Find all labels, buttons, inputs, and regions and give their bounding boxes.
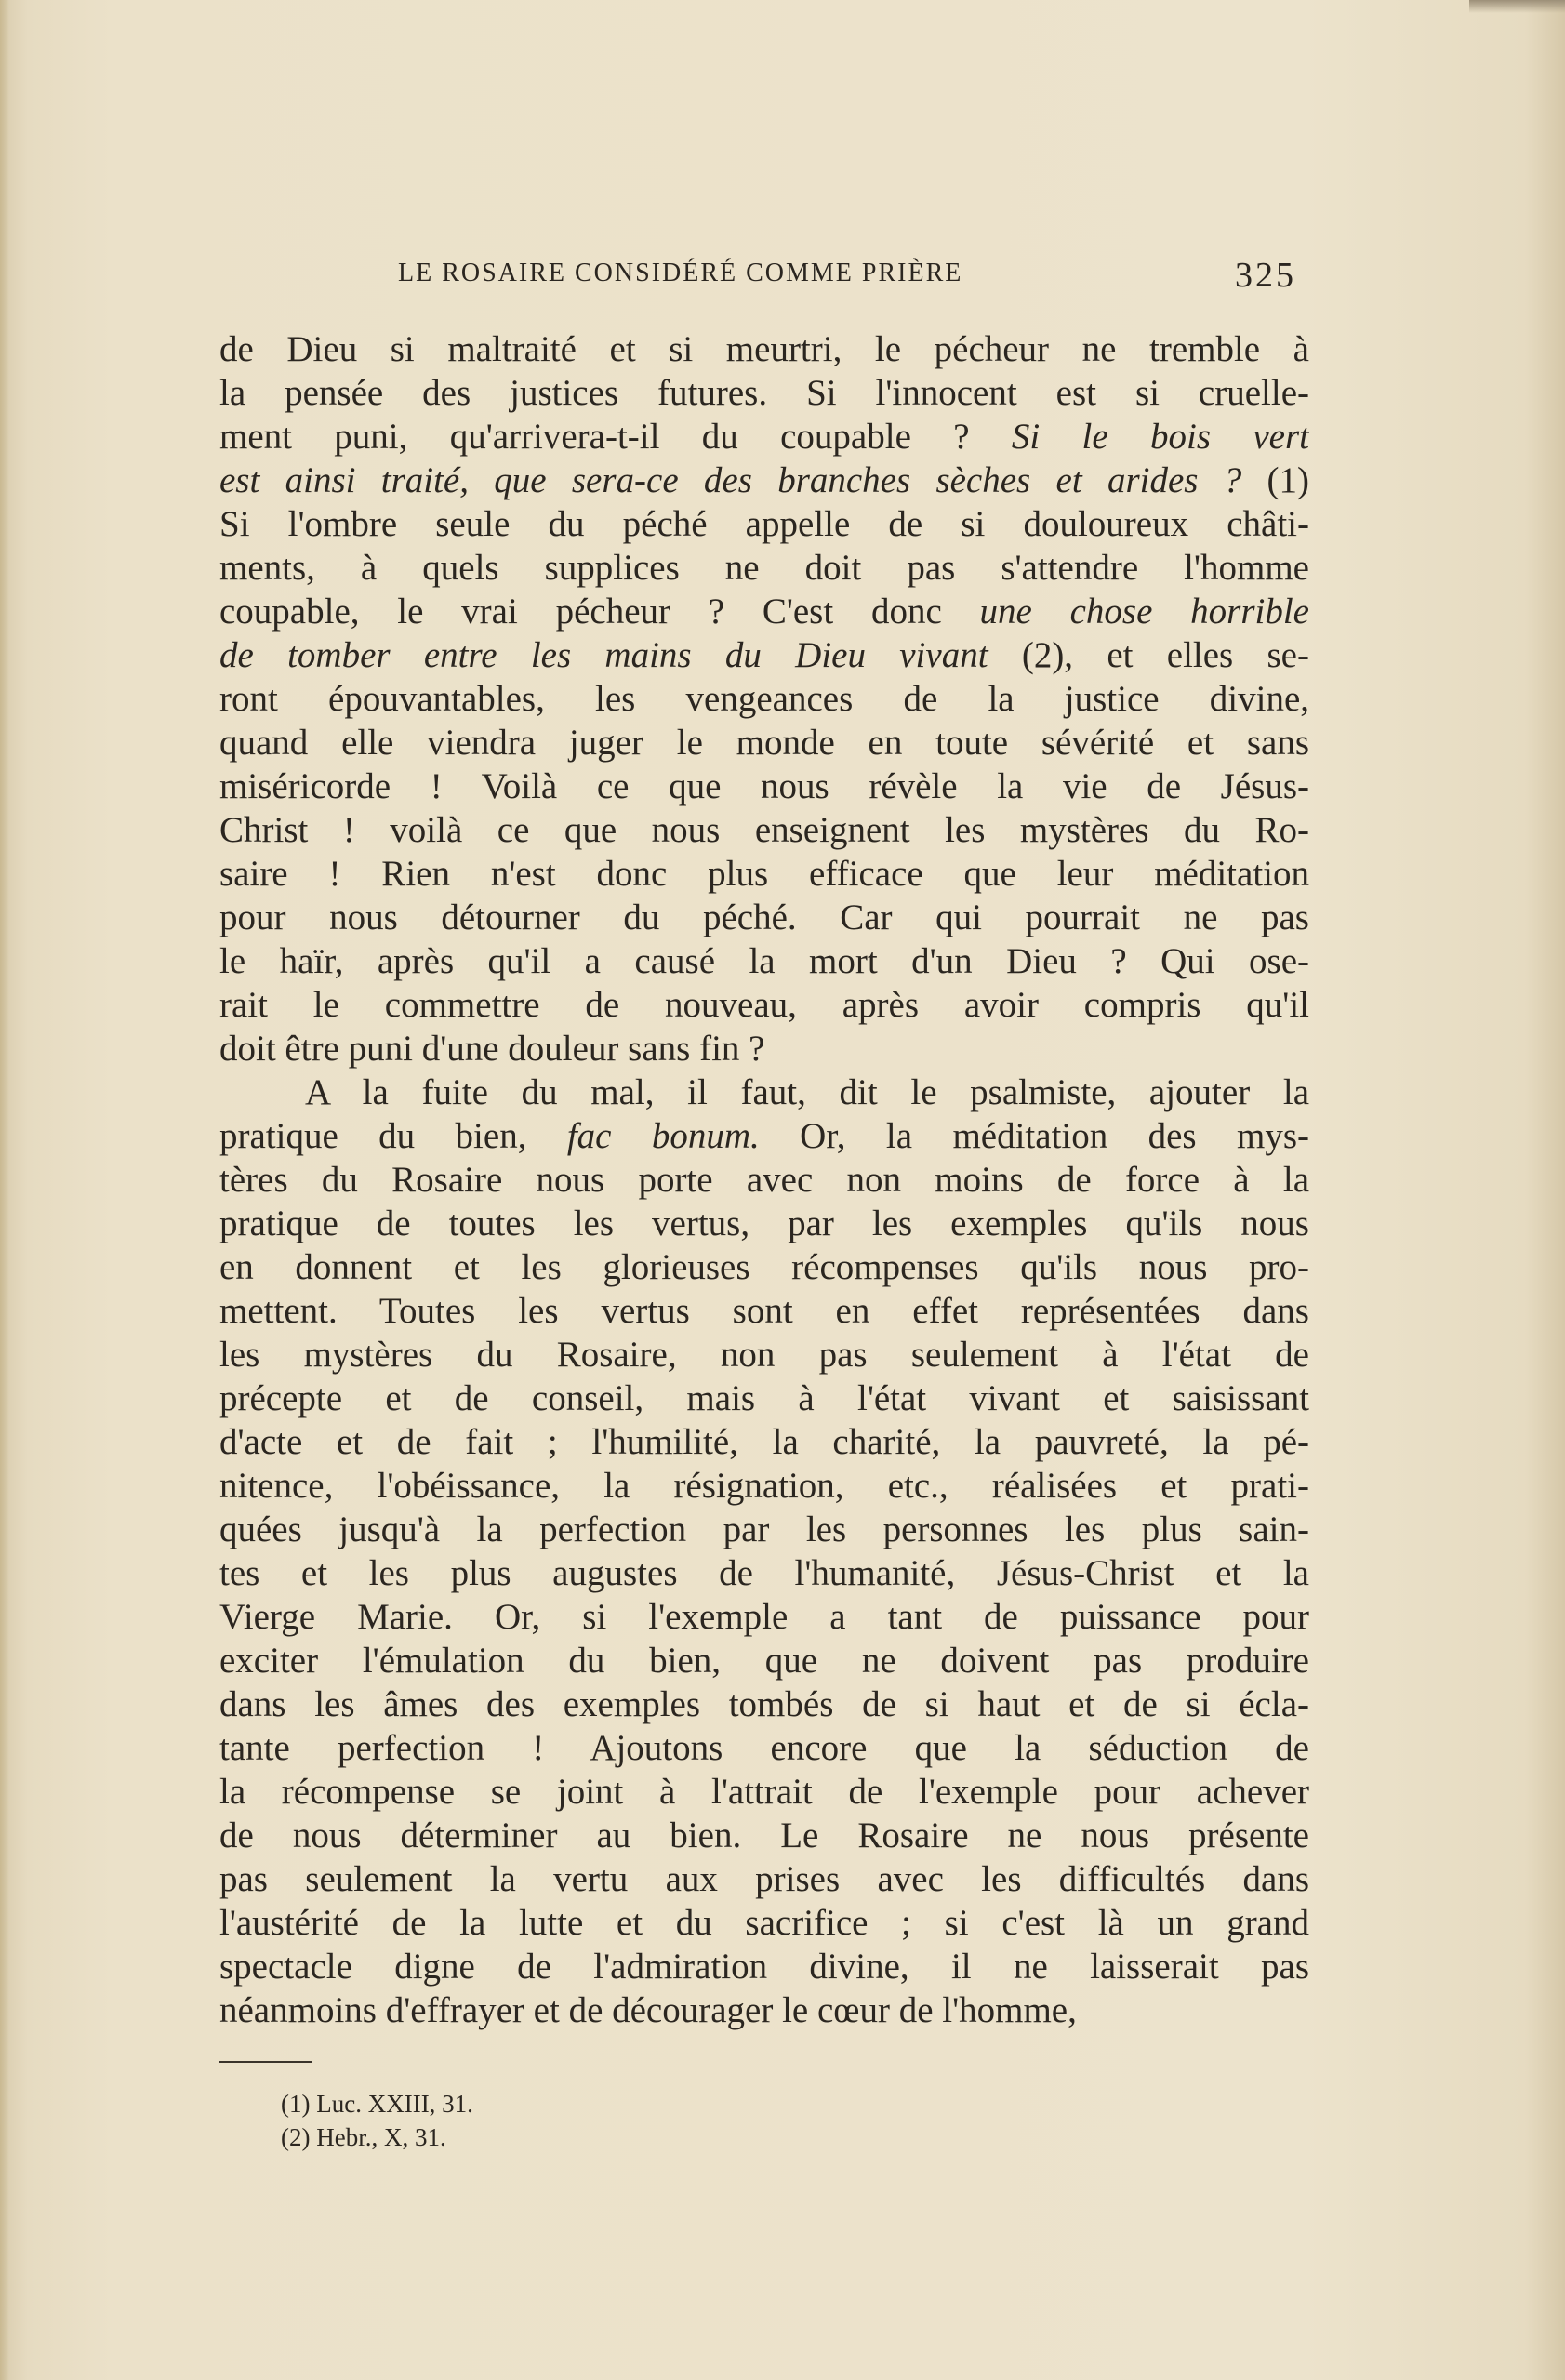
text-run: dans les âmes des exemples tombés de si haut et de si écla- (219, 1684, 1309, 1724)
text-line (219, 1376, 1309, 1420)
footnote-rule (219, 2061, 312, 2063)
text-run: pratique du bien, (219, 1116, 567, 1156)
text-run: quées jusqu'à la perfection par les personnes les plus sain- (219, 1509, 1309, 1549)
text-line (219, 1158, 1309, 1202)
text-line (219, 502, 1309, 546)
text-line (219, 677, 1309, 721)
text-line (219, 1595, 1309, 1639)
text-run: tes et les plus augustes de l'humanité, Jésus-Christ et la (219, 1553, 1309, 1593)
text-line (219, 1202, 1309, 1245)
text-line (219, 1814, 1309, 1857)
text-run: Si l'ombre seule du péché appelle de si douloureux châti- (219, 504, 1309, 544)
text-run: la pensée des justices futures. Si l'innocent est si cruelle- (219, 373, 1309, 413)
text-run: précepte et de conseil, mais à l'état vivant et saisissant (219, 1378, 1309, 1418)
text-line (219, 1333, 1309, 1376)
text-line (219, 852, 1309, 896)
text-run: le haïr, après qu'il a causé la mort d'un Dieu ? Qui ose- (219, 941, 1309, 981)
text-run: pratique de toutes les vertus, par les exemples qu'ils nous (219, 1203, 1309, 1243)
text-run: la récompense se joint à l'attrait de l'exemple pour achever (219, 1772, 1309, 1812)
text-run: quand elle viendra juger le monde en toute sévérité et sans (219, 723, 1309, 763)
italic-text: fac bonum. (566, 1116, 760, 1156)
text-run: d'acte et de fait ; l'humilité, la charité, la pauvreté, la pé- (219, 1422, 1309, 1462)
text-line (219, 765, 1309, 808)
text-run: coupable, le vrai pécheur ? C'est donc (219, 592, 980, 632)
text-line (219, 1027, 1309, 1070)
text-run: mettent. Toutes les vertus sont en effet représentées dans (219, 1291, 1309, 1331)
footnotes (281, 2087, 473, 2154)
italic-text: une chose horrible (979, 592, 1309, 632)
text-line (219, 1682, 1309, 1726)
text-line (219, 1988, 1309, 2032)
page-number: 325 (1235, 256, 1296, 295)
text-line (219, 546, 1309, 590)
text-run: (2), et elles se- (988, 635, 1309, 675)
text-run: ments, à quels supplices ne doit pas s'attendre l'homme (219, 548, 1309, 588)
text-run: les mystères du Rosaire, non pas seulement à l'état de (219, 1335, 1309, 1375)
italic-text: est ainsi traité, que sera-ce des branches sèches et arides ? (219, 460, 1242, 500)
text-line (219, 633, 1309, 677)
text-run: Vierge Marie. Or, si l'exemple a tant de puissance pour (219, 1597, 1309, 1637)
text-run: de nous déterminer au bien. Le Rosaire ne nous présente (219, 1815, 1309, 1855)
text-line (219, 1420, 1309, 1464)
running-head: LE ROSAIRE CONSIDÉRÉ COMME PRIÈRE (398, 259, 963, 287)
text-line (219, 590, 1309, 633)
text-run: spectacle digne de l'admiration divine, il ne laisserait pas (219, 1947, 1309, 1987)
text-run: ment puni, qu'arrivera-t-il du coupable ? (219, 417, 1012, 457)
text-run: exciter l'émulation du bien, que ne doivent pas produire (219, 1641, 1309, 1681)
text-line (219, 459, 1309, 502)
text-line (219, 1114, 1309, 1158)
text-line (219, 1945, 1309, 1988)
text-run: rait le commettre de nouveau, après avoir compris qu'il (219, 985, 1309, 1025)
text-run: tante perfection ! Ajoutons encore que la séduction de (219, 1728, 1309, 1768)
text-line (219, 1901, 1309, 1945)
text-run: doit être puni d'une douleur sans fin ? (219, 1029, 765, 1069)
text-line (219, 1857, 1309, 1901)
text-line (219, 327, 1309, 371)
text-line (219, 371, 1309, 415)
text-line (219, 721, 1309, 765)
text-run: miséricorde ! Voilà ce que nous révèle la vie de Jésus- (219, 766, 1309, 806)
body-text (219, 327, 1309, 2032)
text-line (219, 983, 1309, 1027)
text-line (219, 1508, 1309, 1551)
italic-text: Si le bois vert (1011, 417, 1309, 457)
italic-text: de tomber entre les mains du Dieu vivant (219, 635, 988, 675)
text-line (219, 1289, 1309, 1333)
text-line (219, 1070, 1309, 1114)
text-line (219, 415, 1309, 459)
text-run: en donnent et les glorieuses récompenses qu'ils nous pro- (219, 1247, 1309, 1287)
text-run: nitence, l'obéissance, la résignation, etc., réalisées et prati- (219, 1466, 1309, 1506)
text-run: (1) (1241, 460, 1309, 500)
text-line (219, 1245, 1309, 1289)
text-run: de Dieu si maltraité et si meurtri, le pécheur ne tremble à (219, 329, 1309, 369)
text-run: saire ! Rien n'est donc plus efficace que leur méditation (219, 854, 1309, 894)
text-run: pour nous détourner du péché. Car qui pourrait ne pas (219, 897, 1309, 937)
text-run: Christ ! voilà ce que nous enseignent les mystères du Ro- (219, 810, 1309, 850)
text-line (219, 896, 1309, 939)
text-run: pas seulement la vertu aux prises avec les difficultés dans (219, 1859, 1309, 1899)
text-line (219, 1464, 1309, 1508)
text-line (219, 1770, 1309, 1814)
text-run: Or, la méditation des mys- (759, 1116, 1309, 1156)
footnote-1: (1) Luc. XXIII, 31. (281, 2090, 473, 2118)
text-run: ront épouvantables, les vengeances de la justice divine, (219, 679, 1309, 719)
text-run: l'austérité de la lutte et du sacrifice ; si c'est là un grand (219, 1903, 1309, 1943)
footnote-2: (2) Hebr., X, 31. (281, 2123, 446, 2151)
text-run: A la fuite du mal, il faut, dit le psalmiste, ajouter la (305, 1072, 1309, 1112)
text-line (219, 1726, 1309, 1770)
text-line (219, 939, 1309, 983)
text-run: tères du Rosaire nous porte avec non moins de force à la (219, 1160, 1309, 1200)
text-line (219, 1639, 1309, 1682)
text-line (219, 1551, 1309, 1595)
text-line (219, 808, 1309, 852)
text-run: néanmoins d'effrayer et de décourager le cœur de l'homme, (219, 1990, 1077, 2030)
